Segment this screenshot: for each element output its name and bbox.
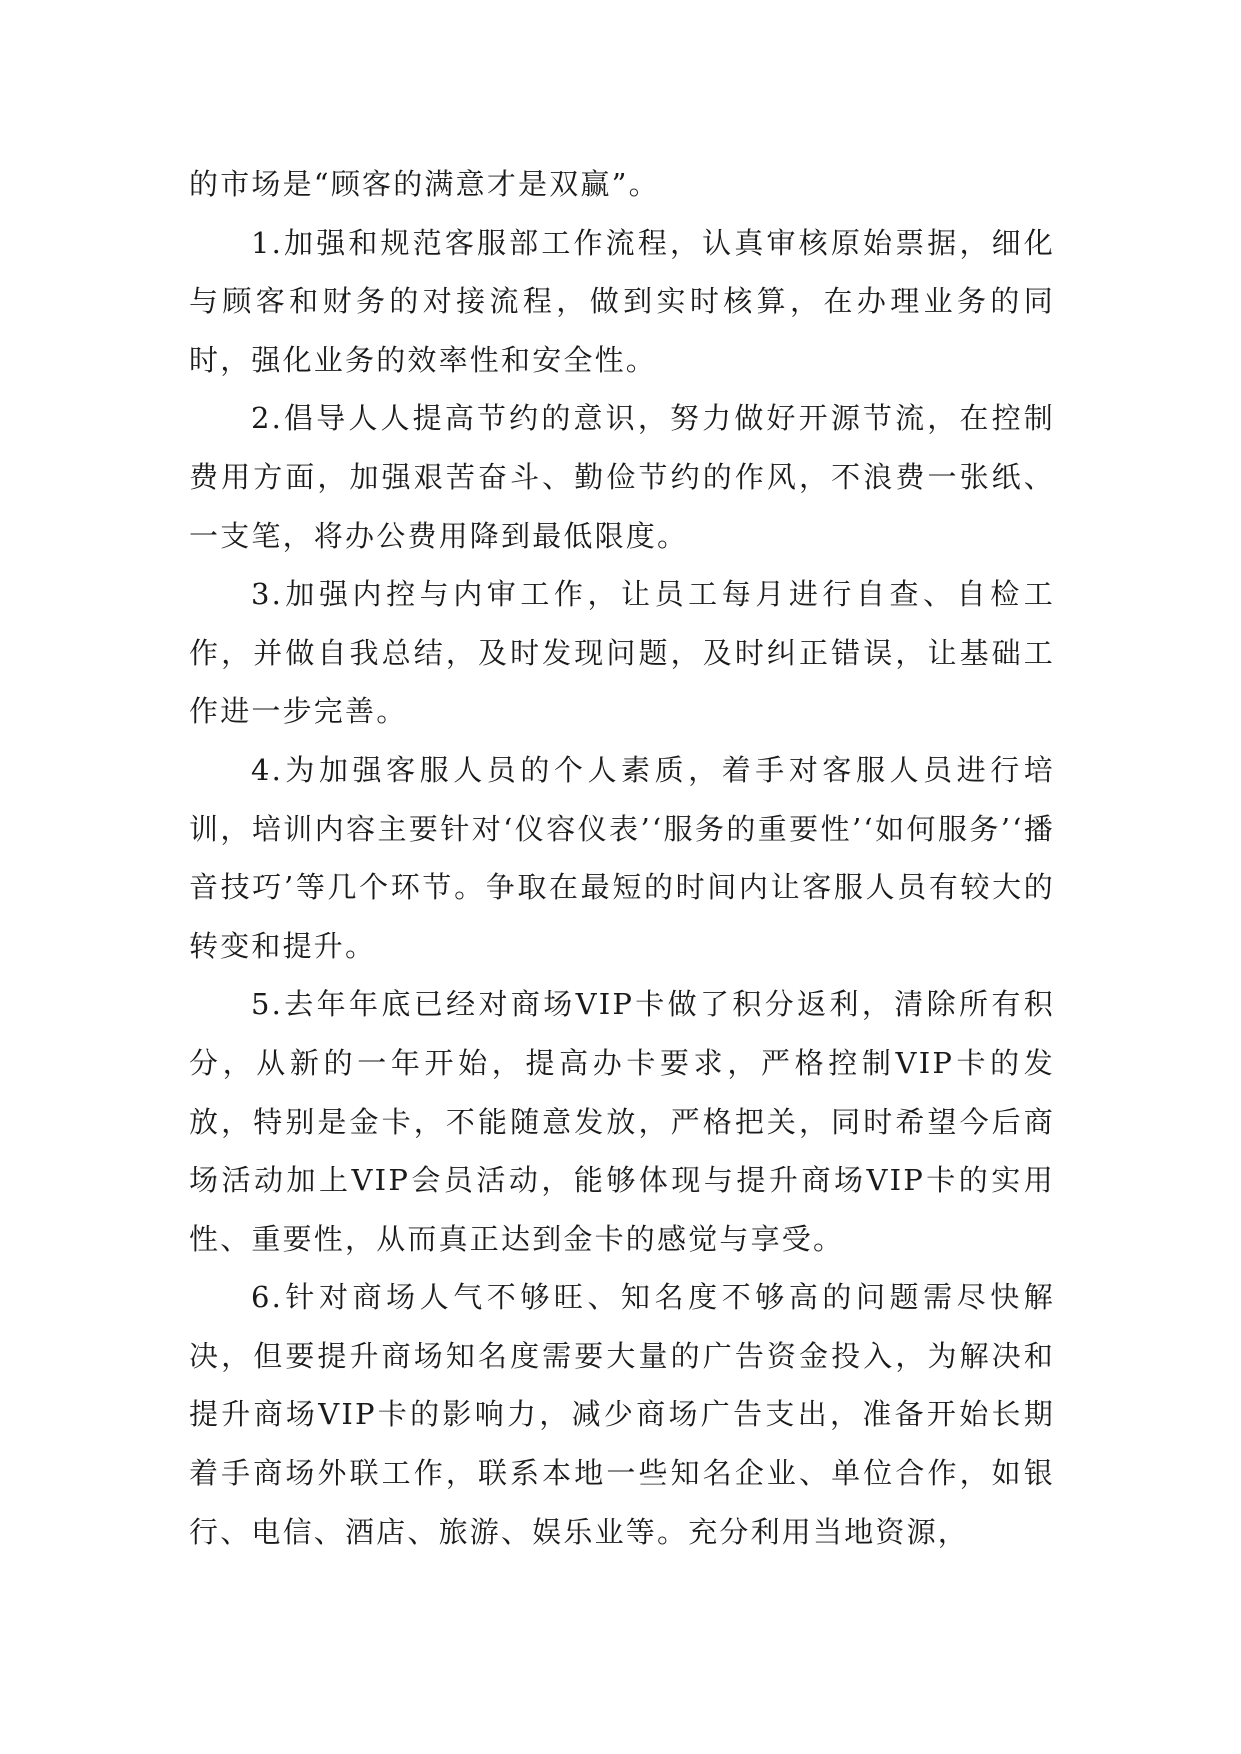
paragraph-item-2: 2.倡导人人提高节约的意识，努力做好开源节流，在控制费用方面，加强艰苦奋斗、勤俭节约的作风，不浪费一张纸、一支笔，将办公费用降到最低限度。 [189,401,1055,553]
paragraph-item-4: 4.为加强客服人员的个人素质，着手对客服人员进行培训，培训内容主要针对‘仪容仪表’‘服务的重要性’‘如何服务’‘播音技巧’等几个环节。争取在最短的时间内让客服人员有较大的转变和提升。 [189,752,1055,963]
paragraph-item-6: 6.针对商场人气不够旺、知名度不够高的问题需尽快解决，但要提升商场知名度需要大量的广告资金投入，为解决和提升商场VIP卡的影响力，减少商场广告支出，准备开始长期着手商场外联工作，联系本地一些知名企业、单位合作，如银行、电信、酒店、旅游、娱乐业等。充分利用当地资源， [189,1280,1055,1549]
paragraph-item-5: 5.去年年底已经对商场VIP卡做了积分返利，清除所有积分，从新的一年开始，提高办卡要求，严格控制VIP卡的发放，特别是金卡，不能随意发放，严格把关，同时希望今后商场活动加上VIP会员活动，能够体现与提升商场VIP卡的实用性、重要性，从而真正达到金卡的感觉与享受。 [189,987,1055,1256]
paragraph-item-3: 3.加强内控与内审工作，让员工每月进行自查、自检工作，并做自我总结，及时发现问题，及时纠正错误，让基础工作进一步完善。 [189,577,1055,729]
document-body [189,155,1055,1561]
paragraph-continuation: 的市场是“顾客的满意才是双赢”。 [189,167,660,201]
paragraph-item-1: 1.加强和规范客服部工作流程，认真审核原始票据，细化与顾客和财务的对接流程，做到实时核算，在办理业务的同时，强化业务的效率性和安全性。 [189,225,1055,377]
